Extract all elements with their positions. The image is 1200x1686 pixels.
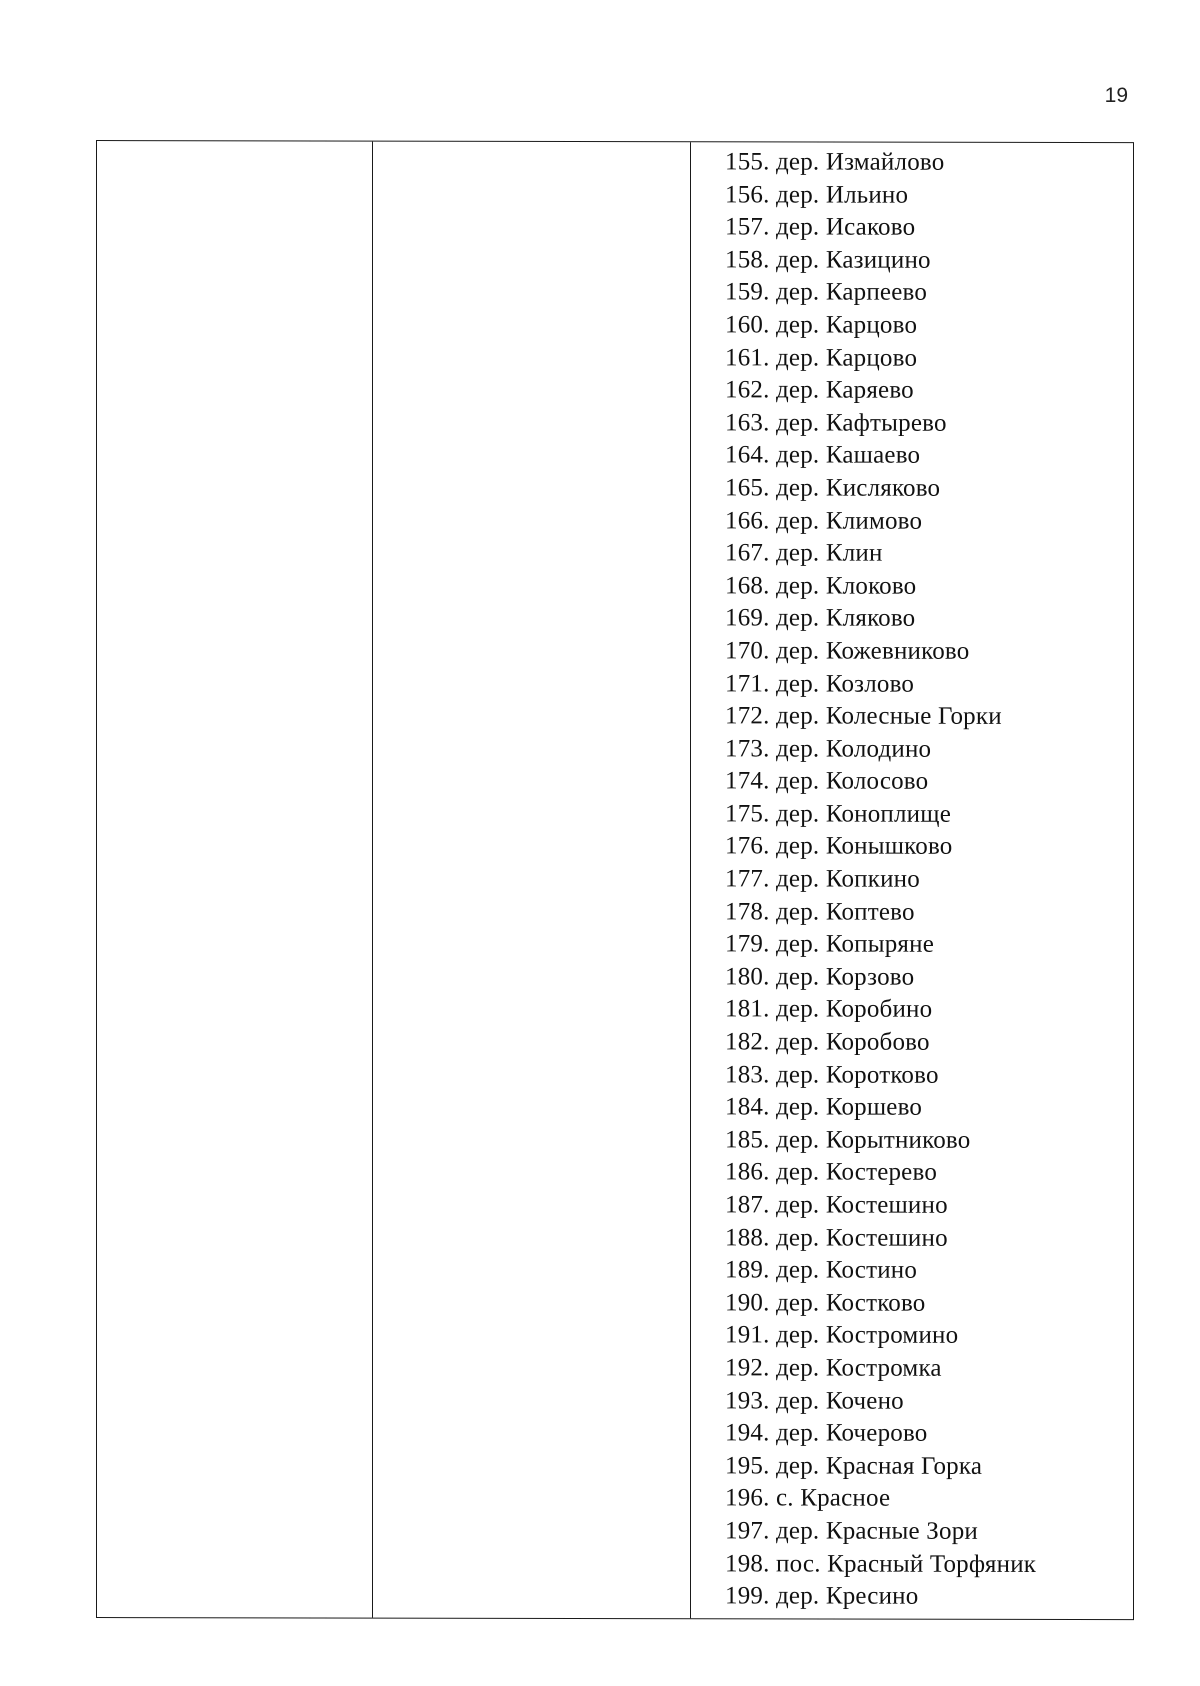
list-item: 164. дер. Кашаево bbox=[725, 441, 921, 470]
table-column-1 bbox=[97, 141, 373, 1618]
list-item: 166. дер. Климово bbox=[725, 506, 923, 535]
list-item: 172. дер. Колесные Горки bbox=[725, 702, 1002, 730]
list-item: 194. дер. Кочерово bbox=[725, 1419, 928, 1447]
settlements-table bbox=[96, 140, 1134, 1620]
page-number: 19 bbox=[1104, 84, 1128, 107]
list-item: 157. дер. Исаково bbox=[725, 213, 916, 241]
list-item: 199. дер. Кресино bbox=[725, 1582, 919, 1610]
list-item: 173. дер. Колодино bbox=[725, 735, 932, 763]
list-item: 159. дер. Карпеево bbox=[725, 278, 928, 307]
list-item: 180. дер. Корзово bbox=[725, 963, 915, 991]
settlements-list bbox=[691, 142, 1133, 1619]
list-item: 161. дер. Карцово bbox=[725, 343, 918, 372]
list-item: 198. пос. Красный Торфяник bbox=[725, 1549, 1037, 1578]
table-column-2 bbox=[373, 142, 691, 1619]
list-item: 186. дер. Костерево bbox=[725, 1158, 938, 1187]
list-item: 165. дер. Кисляково bbox=[725, 474, 941, 502]
list-item: 185. дер. Корытниково bbox=[725, 1126, 971, 1154]
list-item: 196. с. Красное bbox=[725, 1484, 891, 1513]
list-item: 190. дер. Костково bbox=[725, 1289, 926, 1317]
list-item: 177. дер. Копкино bbox=[725, 865, 920, 893]
list-item: 156. дер. Ильино bbox=[725, 180, 909, 209]
list-item: 187. дер. Костешино bbox=[725, 1191, 948, 1219]
list-item: 184. дер. Коршево bbox=[725, 1093, 923, 1121]
list-item: 176. дер. Конышково bbox=[725, 832, 953, 861]
list-item: 163. дер. Кафтырево bbox=[725, 409, 947, 437]
list-item: 178. дер. Коптево bbox=[725, 897, 915, 926]
list-item: 183. дер. Коротково bbox=[725, 1060, 939, 1089]
list-item: 195. дер. Красная Горка bbox=[725, 1452, 983, 1480]
list-item: 168. дер. Клоково bbox=[725, 572, 917, 600]
list-item: 197. дер. Красные Зори bbox=[725, 1517, 979, 1545]
list-item: 155. дер. Измайлово bbox=[725, 148, 945, 176]
list-item: 179. дер. Копыряне bbox=[725, 930, 934, 959]
list-item: 192. дер. Костромка bbox=[725, 1354, 942, 1382]
list-item: 188. дер. Костешино bbox=[725, 1223, 948, 1252]
list-item: 189. дер. Костино bbox=[725, 1256, 918, 1284]
list-item: 175. дер. Коноплище bbox=[725, 800, 952, 828]
list-item: 160. дер. Карцово bbox=[725, 311, 918, 339]
list-item: 191. дер. Костромино bbox=[725, 1321, 959, 1350]
list-item: 158. дер. Казицино bbox=[725, 246, 931, 274]
list-item: 182. дер. Коробово bbox=[725, 1028, 930, 1056]
list-item: 171. дер. Козлово bbox=[725, 669, 915, 698]
list-item: 174. дер. Колосово bbox=[725, 767, 929, 796]
list-item: 181. дер. Коробино bbox=[725, 995, 933, 1024]
list-item: 167. дер. Клин bbox=[725, 539, 883, 567]
list-item: 169. дер. Кляково bbox=[725, 604, 916, 633]
list-item: 170. дер. Кожевниково bbox=[725, 637, 970, 665]
list-item: 162. дер. Каряево bbox=[725, 376, 914, 404]
list-item: 193. дер. Кочено bbox=[725, 1386, 904, 1415]
